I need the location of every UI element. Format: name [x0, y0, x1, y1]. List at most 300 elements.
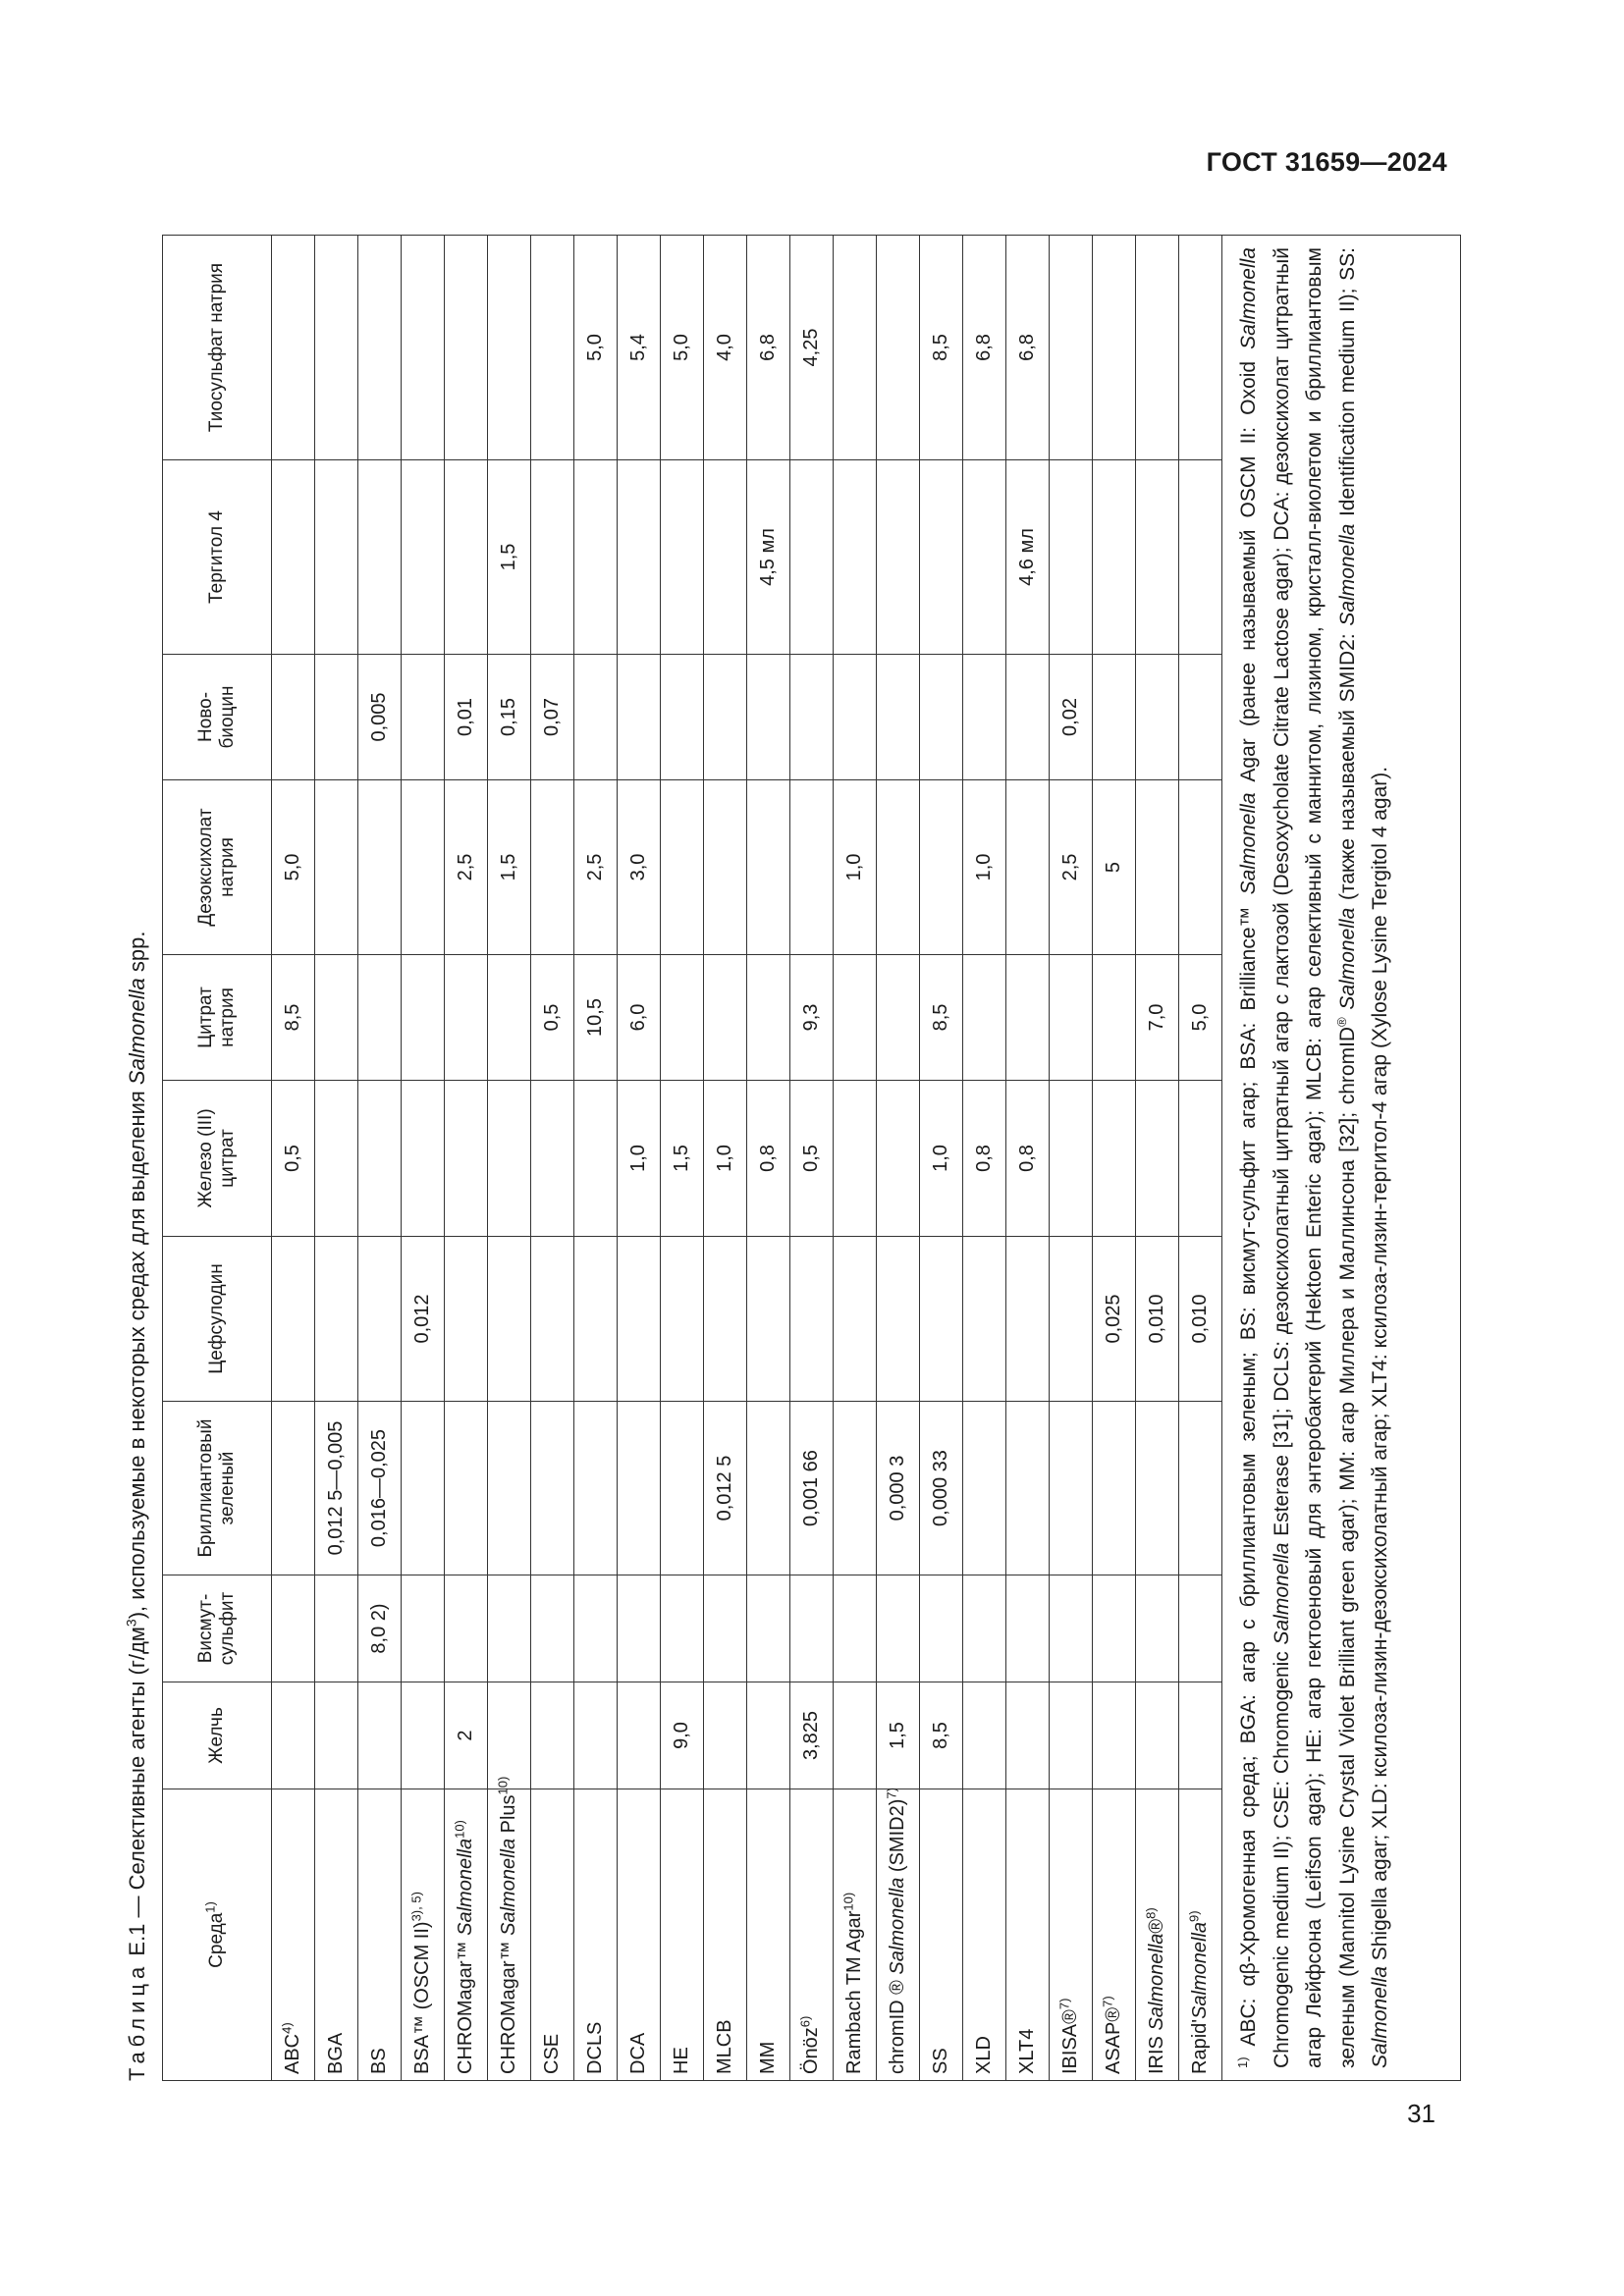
value-cell	[877, 460, 920, 655]
value-cell	[574, 460, 618, 655]
column-header	[163, 1402, 272, 1575]
medium-name-sup: 10)	[840, 1892, 856, 1911]
medium-name-cell	[963, 1789, 1006, 2081]
value-cell: 0,15	[488, 655, 531, 780]
medium-name-sup: 10)	[452, 1820, 467, 1839]
column-header	[163, 1081, 272, 1237]
value-cell	[402, 1682, 445, 1789]
caption-text-2: ), используемые в некоторых средах для выделения	[125, 1085, 149, 1620]
medium-name-cell	[618, 1789, 661, 2081]
footnote-text: Agar (ранее называемый OSCM II: Oxoid	[1237, 348, 1260, 793]
footnote-text: Identification medium II); SS:	[1335, 247, 1359, 524]
value-cell	[1050, 236, 1093, 460]
medium-name-cell	[661, 1789, 704, 2081]
footnote-text: Salmonella	[1237, 247, 1260, 349]
column-header-label: Желчь	[206, 1707, 227, 1764]
value-cell	[402, 1081, 445, 1237]
footnote-text: (также называемый SMID2:	[1335, 625, 1359, 908]
medium-name-ital: Salmonella	[455, 1838, 476, 1936]
table-row	[661, 236, 704, 2081]
column-header-label: Тергитол 4	[206, 510, 227, 604]
medium-name-cell	[747, 1789, 790, 2081]
table-row	[747, 236, 790, 2081]
medium-name-pre: DCLS	[584, 2021, 606, 2074]
value-cell	[272, 1575, 315, 1682]
medium-name-pre: IBISA®	[1059, 2009, 1081, 2074]
column-header	[163, 236, 272, 460]
value-cell	[920, 655, 963, 780]
value-cell	[1179, 1682, 1222, 1789]
value-cell: 3,0	[618, 780, 661, 955]
value-cell	[445, 1237, 488, 1402]
value-cell: 0,000 3	[877, 1402, 920, 1575]
medium-name-ital: Salmonella	[1146, 1933, 1167, 2031]
value-cell	[574, 1081, 618, 1237]
value-cell	[1006, 1682, 1050, 1789]
value-cell	[1093, 460, 1136, 655]
value-cell	[445, 1575, 488, 1682]
value-cell: 6,8	[1006, 236, 1050, 460]
table-row	[834, 236, 877, 2081]
value-cell	[1093, 955, 1136, 1081]
medium-name-cell	[531, 1789, 574, 2081]
medium-name-pre: BS	[368, 2048, 390, 2074]
value-cell: 5	[1093, 780, 1136, 955]
value-cell	[661, 655, 704, 780]
column-header-sup: 1)	[202, 1901, 218, 1913]
value-cell	[1179, 460, 1222, 655]
value-cell	[272, 1682, 315, 1789]
value-cell: 6,8	[747, 236, 790, 460]
value-cell	[1179, 1575, 1222, 1682]
value-cell: 3,825	[790, 1682, 834, 1789]
value-cell	[920, 1237, 963, 1402]
value-cell	[315, 460, 358, 655]
value-cell	[358, 1081, 402, 1237]
value-cell	[315, 1237, 358, 1402]
medium-name-pre: CSE	[541, 2033, 563, 2074]
value-cell: 5,0	[272, 780, 315, 955]
table-row	[531, 236, 574, 2081]
table-row	[402, 236, 445, 2081]
value-cell	[877, 1081, 920, 1237]
table-row	[1006, 236, 1050, 2081]
value-cell	[618, 1402, 661, 1575]
column-header-label: Дезоксихолат натрия	[195, 808, 238, 927]
table-row	[618, 236, 661, 2081]
value-cell: 2	[445, 1682, 488, 1789]
value-cell	[1050, 1575, 1093, 1682]
value-cell	[488, 236, 531, 460]
value-cell	[877, 236, 920, 460]
medium-name-pre: Önöz	[800, 2027, 822, 2074]
value-cell: 1,5	[661, 1081, 704, 1237]
value-cell	[402, 655, 445, 780]
value-cell	[315, 236, 358, 460]
value-cell	[445, 1402, 488, 1575]
value-cell	[402, 780, 445, 955]
value-cell: 1,5	[488, 460, 531, 655]
value-cell	[1006, 655, 1050, 780]
value-cell	[1136, 1575, 1179, 1682]
value-cell: 2,5	[445, 780, 488, 955]
value-cell	[834, 236, 877, 460]
column-header	[163, 780, 272, 955]
value-cell	[790, 1237, 834, 1402]
value-cell	[1050, 1402, 1093, 1575]
value-cell	[1136, 1081, 1179, 1237]
value-cell	[315, 780, 358, 955]
table-row	[704, 236, 747, 2081]
medium-name-pre: ASAP®	[1103, 2006, 1124, 2074]
value-cell	[834, 1237, 877, 1402]
value-cell	[834, 1682, 877, 1789]
value-cell	[877, 780, 920, 955]
value-cell	[704, 1575, 747, 1682]
medium-name-cell	[1136, 1789, 1179, 2081]
value-cell	[1093, 1682, 1136, 1789]
table-row	[1050, 236, 1093, 2081]
value-cell	[1179, 236, 1222, 460]
value-cell	[747, 1575, 790, 1682]
value-cell	[1136, 780, 1179, 955]
value-cell: 9,0	[661, 1682, 704, 1789]
value-cell	[1093, 236, 1136, 460]
value-cell: 4,25	[790, 236, 834, 460]
value-cell: 0,8	[1006, 1081, 1050, 1237]
value-cell	[358, 1237, 402, 1402]
medium-name-pre: BSA™ (OSCM II)	[411, 1921, 433, 2074]
value-cell	[661, 1402, 704, 1575]
value-cell: 1,0	[963, 780, 1006, 955]
footnote-text: Salmonella	[1237, 792, 1260, 895]
value-cell	[834, 1402, 877, 1575]
value-cell	[963, 655, 1006, 780]
medium-name-pre: Rapid'	[1189, 2018, 1211, 2074]
medium-name-cell	[1006, 1789, 1050, 2081]
footnote-text: Esterase [31]; DCLS: дезоксихолатный цитратный агар с лактозой (Desoxycholate Citrate Lactose agar); DCA: дезоксихолат цитратный агар Лейфсона (Leifson agar); HE: агар гектоеновый для энтеробактерий (Hektoen Enteric agar); MLCB: агар селективный с маннитом, лизином, кристалл-виолетом и бриллиантовым зеленым (Mannitol Lysine Crystal Violet Brilliant green agar); MM: агар Миллера и Маллинсона [32]; chromID	[1270, 247, 1359, 2068]
value-cell	[877, 655, 920, 780]
table-row	[1179, 236, 1222, 2081]
medium-name-pre: DCA	[627, 2032, 649, 2074]
column-header-label: Среда	[206, 1912, 227, 1968]
value-cell: 0,001 66	[790, 1402, 834, 1575]
column-header-label: Висмут-сульфит	[195, 1591, 238, 1666]
value-cell	[877, 1237, 920, 1402]
value-cell	[315, 1682, 358, 1789]
value-cell	[315, 955, 358, 1081]
medium-name-sup: 6)	[797, 2015, 813, 2028]
value-cell: 2,5	[1050, 780, 1093, 955]
value-cell: 10,5	[574, 955, 618, 1081]
table-row	[1136, 236, 1179, 2081]
value-cell	[445, 1081, 488, 1237]
medium-name-cell	[445, 1789, 488, 2081]
column-header-label: Цефсулодин	[206, 1263, 227, 1374]
footnote-text: Chromogenic medium II); CSE: Chromogenic	[1270, 1644, 1293, 2068]
value-cell	[1136, 655, 1179, 780]
value-cell: 5,0	[1179, 955, 1222, 1081]
value-cell	[445, 460, 488, 655]
value-cell: 5,0	[574, 236, 618, 460]
footnote-text: ®	[1333, 1017, 1349, 1027]
medium-name-sup: 7)	[884, 1788, 899, 1799]
value-cell: 0,010	[1179, 1237, 1222, 1402]
column-header	[163, 1237, 272, 1402]
column-header-label: Цитрат натрия	[195, 987, 238, 1048]
value-cell	[272, 1402, 315, 1575]
rotated-table-block	[113, 236, 1414, 2081]
medium-name-sup: 8)	[1143, 1907, 1159, 1919]
medium-name-ital: Salmonella	[1189, 1921, 1211, 2019]
value-cell	[531, 1237, 574, 1402]
table-row	[445, 236, 488, 2081]
value-cell	[574, 1575, 618, 1682]
value-cell	[1050, 1237, 1093, 1402]
column-header-label: Тиосульфат натрия	[206, 262, 227, 433]
medium-name-cell	[574, 1789, 618, 2081]
value-cell	[618, 655, 661, 780]
value-cell: 0,8	[963, 1081, 1006, 1237]
value-cell	[574, 1402, 618, 1575]
table-row	[920, 236, 963, 2081]
value-cell	[531, 236, 574, 460]
footnote-row	[1222, 236, 1461, 2081]
value-cell: 7,0	[1136, 955, 1179, 1081]
column-header	[163, 1789, 272, 2081]
medium-name-cell	[877, 1789, 920, 2081]
value-cell	[574, 1237, 618, 1402]
value-cell	[834, 460, 877, 655]
value-cell	[963, 1682, 1006, 1789]
value-cell: 4,5 мл	[747, 460, 790, 655]
value-cell	[790, 655, 834, 780]
value-cell: 8,5	[272, 955, 315, 1081]
value-cell	[1136, 460, 1179, 655]
value-cell	[704, 780, 747, 955]
value-cell: 0,5	[531, 955, 574, 1081]
value-cell: 0,012	[402, 1237, 445, 1402]
value-cell: 8,0 2)	[358, 1575, 402, 1682]
value-cell	[315, 1081, 358, 1237]
caption-text: Е.1 — Селективные агенты (г/дм	[125, 1627, 149, 1956]
medium-name-ital: Salmonella	[498, 1838, 519, 1936]
table-row	[358, 236, 402, 2081]
value-cell	[488, 955, 531, 1081]
footnote-marker: 1)	[1235, 2056, 1250, 2068]
value-cell	[445, 236, 488, 460]
value-cell: 5,4	[618, 236, 661, 460]
value-cell	[358, 955, 402, 1081]
caption-suffix: spp.	[125, 931, 149, 979]
column-header-label: Ново-биоцин	[195, 685, 238, 749]
value-cell	[618, 1682, 661, 1789]
value-cell: 0,000 33	[920, 1402, 963, 1575]
value-cell	[1136, 236, 1179, 460]
value-cell	[488, 1575, 531, 1682]
medium-name-pre: CHROMagar™	[455, 1935, 476, 2074]
value-cell	[1006, 1575, 1050, 1682]
table-row	[963, 236, 1006, 2081]
value-cell: 0,016—0,025	[358, 1402, 402, 1575]
value-cell	[358, 1682, 402, 1789]
value-cell	[704, 655, 747, 780]
medium-name-pre: MLCB	[714, 2019, 735, 2074]
table-row	[1093, 236, 1136, 2081]
value-cell: 1,0	[834, 780, 877, 955]
table-row	[272, 236, 315, 2081]
value-cell	[272, 655, 315, 780]
medium-name-pre: IRIS	[1146, 2030, 1167, 2074]
caption-prefix: Таблица	[125, 1961, 149, 2081]
value-cell	[1050, 460, 1093, 655]
value-cell	[1136, 1682, 1179, 1789]
value-cell	[488, 1081, 531, 1237]
value-cell	[790, 460, 834, 655]
value-cell	[747, 780, 790, 955]
value-cell	[1006, 1402, 1050, 1575]
value-cell	[834, 955, 877, 1081]
medium-name-pre: MM	[757, 2041, 779, 2074]
caption-italic: Salmonella	[125, 978, 149, 1086]
value-cell: 1,5	[877, 1682, 920, 1789]
value-cell	[1179, 1402, 1222, 1575]
value-cell	[402, 236, 445, 460]
value-cell	[402, 460, 445, 655]
value-cell	[272, 460, 315, 655]
medium-name-sup: 4)	[279, 2022, 295, 2034]
footnote-text: ABC: αβ-Хромогенная среда; BGA: агар с бриллиантовым зеленым; BS: висмут-сульфит агар; BSA: Brilliance™	[1237, 894, 1260, 2057]
value-cell	[531, 780, 574, 955]
value-cell: 4,0	[704, 236, 747, 460]
medium-name-cell	[920, 1789, 963, 2081]
value-cell: 0,07	[531, 655, 574, 780]
value-cell: 0,01	[445, 655, 488, 780]
medium-name-cell	[402, 1789, 445, 2081]
value-cell	[1093, 1081, 1136, 1237]
medium-name-pre: BGA	[325, 2032, 347, 2074]
column-header	[163, 1575, 272, 1682]
value-cell	[1179, 655, 1222, 780]
value-cell	[790, 1575, 834, 1682]
value-cell	[834, 1575, 877, 1682]
value-cell: 4,6 мл	[1006, 460, 1050, 655]
medium-name-pre: ABC	[282, 2033, 303, 2074]
value-cell: 6,8	[963, 236, 1006, 460]
value-cell	[531, 1575, 574, 1682]
value-cell	[661, 1575, 704, 1682]
medium-name-cell	[315, 1789, 358, 2081]
table-row	[315, 236, 358, 2081]
value-cell: 6,0	[618, 955, 661, 1081]
table-header-row	[163, 236, 272, 2081]
value-cell: 0,005	[358, 655, 402, 780]
value-cell	[877, 1575, 920, 1682]
value-cell	[963, 955, 1006, 1081]
caption-sup: 3	[123, 1619, 139, 1628]
value-cell	[920, 780, 963, 955]
value-cell	[834, 655, 877, 780]
medium-name-sup: 9)	[1186, 1910, 1202, 1922]
column-header	[163, 655, 272, 780]
value-cell	[531, 460, 574, 655]
value-cell	[661, 460, 704, 655]
value-cell	[574, 655, 618, 780]
medium-name-sup: 7)	[1100, 1996, 1115, 2007]
value-cell	[531, 1402, 574, 1575]
column-header	[163, 955, 272, 1081]
value-cell	[574, 1682, 618, 1789]
value-cell	[1050, 955, 1093, 1081]
value-cell	[402, 1402, 445, 1575]
medium-name-post: (SMID2)	[887, 1798, 908, 1878]
value-cell: 0,5	[790, 1081, 834, 1237]
selective-agents-table	[162, 235, 1461, 2081]
medium-name-post: Plus	[498, 1794, 519, 1839]
value-cell	[445, 955, 488, 1081]
value-cell	[402, 1575, 445, 1682]
value-cell	[488, 1237, 531, 1402]
value-cell	[747, 1402, 790, 1575]
table-footnote	[1222, 236, 1461, 2081]
value-cell: 1,0	[704, 1081, 747, 1237]
value-cell	[488, 1682, 531, 1789]
medium-name-pre: Rambach TM Agar	[843, 1910, 865, 2074]
value-cell	[747, 1682, 790, 1789]
value-cell	[358, 236, 402, 460]
medium-name-cell	[272, 1789, 315, 2081]
value-cell	[618, 460, 661, 655]
medium-name-pre: XLT4	[1016, 2028, 1038, 2074]
footnote-text: Shigella agar; XLD: ксилоза-лизин-дезоксихолатный агар; XLT4: ксилоза-лизин-тергитол-4 агар (Xylose Lysine Tergitol 4 agar).	[1369, 766, 1391, 1967]
standard-number: ГОСТ 31659—2024	[1206, 147, 1447, 177]
value-cell	[1179, 1081, 1222, 1237]
column-header-label: Железо (III) цитрат	[195, 1108, 238, 1208]
medium-name-ital: Salmonella	[887, 1877, 908, 1975]
value-cell	[1093, 655, 1136, 780]
value-cell: 0,012 5—0,005	[315, 1402, 358, 1575]
medium-name-sup: 3), 5)	[408, 1892, 424, 1922]
value-cell	[1006, 780, 1050, 955]
footnote-text: Salmonella	[1369, 1966, 1391, 2068]
medium-name-post: ®	[1146, 1918, 1167, 1934]
footnote-text	[1336, 1010, 1359, 1018]
medium-name-sup: 10)	[495, 1776, 511, 1795]
value-cell	[704, 1682, 747, 1789]
footnote-text: Salmonella	[1335, 523, 1359, 626]
value-cell: 1,0	[618, 1081, 661, 1237]
table-row	[574, 236, 618, 2081]
value-cell	[272, 236, 315, 460]
value-cell: 0,025	[1093, 1237, 1136, 1402]
value-cell: 8,5	[920, 236, 963, 460]
footnote-text: Salmonella	[1335, 907, 1359, 1010]
value-cell	[704, 1237, 747, 1402]
value-cell: 1,0	[920, 1081, 963, 1237]
value-cell: 9,3	[790, 955, 834, 1081]
value-cell	[1093, 1402, 1136, 1575]
table-row	[790, 236, 834, 2081]
value-cell: 0,5	[272, 1081, 315, 1237]
value-cell	[272, 1237, 315, 1402]
value-cell	[1093, 1575, 1136, 1682]
table-row	[488, 236, 531, 2081]
value-cell: 1,5	[488, 780, 531, 955]
value-cell: 0,012 5	[704, 1402, 747, 1575]
value-cell	[315, 1575, 358, 1682]
medium-name-cell	[358, 1789, 402, 2081]
column-header	[163, 1682, 272, 1789]
